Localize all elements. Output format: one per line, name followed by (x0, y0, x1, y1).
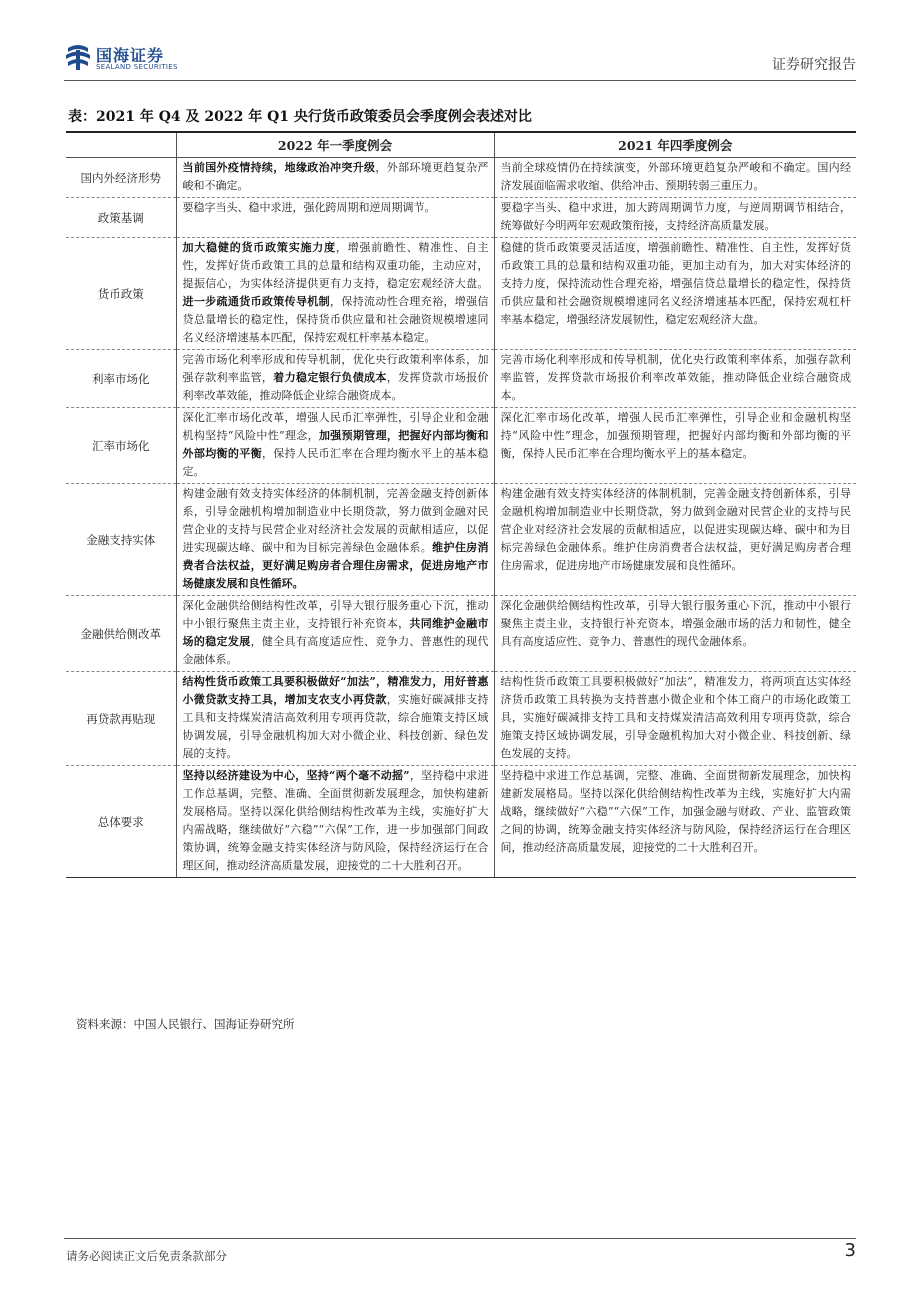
cell-2021-q4 (494, 350, 856, 408)
cell-2022-q1 (176, 198, 494, 238)
row-topic: 总体要求 (66, 766, 176, 878)
cell-2021-q4 (494, 408, 856, 484)
cell-2022-q1 (176, 672, 494, 766)
row-topic: 利率市场化 (66, 350, 176, 408)
text-segment: 深化汇率市场化改革，增强人民币汇率弹性，引导企业和金融机构坚持“风险中性”理念，加强预期管理，把握好内部均衡和外部均衡的平衡，保持人民币汇率在合理均衡水平上的基本稳定。 (500, 411, 851, 460)
highlighted-text: 加强预期管理，把握好内部均衡和外部均衡的平衡 (182, 429, 489, 460)
text-segment: 要稳字当头、稳中求进，强化跨周期和逆周期调节。 (182, 201, 436, 214)
source-note: 资料来源：中国人民银行、国海证券研究所 (76, 1017, 295, 1031)
text-segment: 稳健的货币政策要灵活适度，增强前瞻性、精准性、自主性，发挥好货币政策工具的总量和结构双重功能，更加主动有为，加大对实体经济的支持力度，保持流动性合理充裕，增强信贷总量增长的稳定性，保持货币供应量和社会融资规模增速同名义经济增速基本匹配，保持宏观杠杆率基本稳定，增强经济发展韧性，稳定宏观经济大盘。 (500, 241, 851, 326)
text-segment: 当前全球疫情仍在持续演变，外部环境更趋复杂严峻和不确定。国内经济发展面临需求收缩、供给冲击、预期转弱三重压力。 (500, 161, 851, 192)
logo-text-cn: 国海证券 (96, 46, 165, 65)
cell-2022-q1 (176, 596, 494, 672)
table-row (66, 198, 856, 238)
cell-2022-q1 (176, 766, 494, 878)
header-divider (64, 80, 856, 81)
row-topic: 再贷款再贴现 (66, 672, 176, 766)
table-title: 表：2021 年 Q4 及 2022 年 Q1 央行货币政策委员会季度例会表述对比 (68, 109, 532, 125)
text-segment: ，健全具有高度适应性、竞争力、普惠性的现代金融体系。 (182, 635, 489, 666)
highlighted-text: 维护住房消费者合法权益，更好满足购房者合理住房需求，促进房地产市场健康发展和良性循环。 (182, 541, 489, 590)
page-number: 3 (844, 1240, 856, 1261)
text-segment: ，增强前瞻性、精准性、自主性，发挥好货币政策工具的总量和结构双重功能，主动应对，提振信心，为实体经济提供更有力支持，稳定宏观经济大盘。 (182, 241, 489, 290)
comparison-table (66, 131, 856, 878)
text-segment: 坚持稳中求进工作总基调，完整、准确、全面贯彻新发展理念，加快构建新发展格局。坚持以深化供给侧结构性改革为主线，实施好扩大内需战略，继续做好“六稳”“六保”工作，加强金融与财政、产业、监管政策之间的协调，统筹金融支持实体经济与防风险，保持经济运行在合理区间，推动经济高质量发展，迎接党的二十大胜利召开。 (500, 769, 851, 854)
row-topic: 金融支持实体 (66, 484, 176, 596)
cell-2021-q4 (494, 484, 856, 596)
text-segment: 结构性货币政策工具要积极做好“加法”，精准发力，将两项直达实体经济货币政策工具转换为支持普惠小微企业和个体工商户的市场化政策工具，实施好碳减排支持工具和支持煤炭清洁高效利用专项再贷款，综合施策支持区域协调发展，引导金融机构加大对小微企业、科技创新、绿色发展的支持。 (500, 675, 851, 760)
table-row (66, 484, 856, 596)
table-row (66, 672, 856, 766)
row-topic: 货币政策 (66, 238, 176, 350)
text-segment: 要稳字当头、稳中求进，加大跨周期调节力度，与逆周期调节相结合，统筹做好今明两年宏观政策衔接，支持经济高质量发展。 (500, 201, 851, 232)
table-row (66, 596, 856, 672)
text-segment: 完善市场化利率形成和传导机制，优化央行政策利率体系，加强存款利率监管， (182, 353, 489, 384)
cell-2021-q4 (494, 238, 856, 350)
cell-2021-q4 (494, 596, 856, 672)
table-row (66, 408, 856, 484)
cell-2021-q4 (494, 158, 856, 198)
footer-divider (64, 1238, 856, 1239)
logo-text-en: SEALAND SECURITIES (96, 63, 178, 71)
text-segment: ，外部环境更趋复杂严峻和不确定。 (182, 161, 489, 192)
header-2022-q1: 2022 年一季度例会 (176, 132, 494, 158)
page-header (64, 40, 856, 78)
footer-disclaimer: 请务必阅读正文后免责条款部分 (66, 1249, 227, 1263)
highlighted-text: 进一步疏通货币政策传导机制 (182, 295, 330, 308)
company-logo (64, 42, 264, 76)
highlighted-text: 加大稳健的货币政策实施力度 (182, 241, 336, 254)
row-topic: 金融供给侧改革 (66, 596, 176, 672)
cell-2021-q4 (494, 672, 856, 766)
text-segment: 深化金融供给侧结构性改革，引导大银行服务重心下沉，推动中小银行聚焦主责主业，支持银行补充资本， (182, 599, 489, 630)
text-segment: ，坚持稳中求进工作总基调，完整、准确、全面贯彻新发展理念，加快构建新发展格局。坚持以深化供给侧结构性改革为主线，实施好扩大内需战略，继续做好“六稳”“六保”工作，进一步加强部门间政策协调，统筹金融支持实体经济与防风险，保持经济运行在合理区间，推动经济高质量发展，迎接党的二十大胜利召开。 (182, 769, 489, 872)
row-topic: 政策基调 (66, 198, 176, 238)
text-segment: ，实施好碳减排支持工具和支持煤炭清洁高效利用专项再贷款，综合施策支持区域协调发展，引导金融机构加大对小微企业、科技创新、绿色发展的支持。 (182, 693, 489, 760)
highlighted-text: 着力稳定银行负债成本 (273, 371, 387, 384)
table-row (66, 158, 856, 198)
highlighted-text: 当前国外疫情持续，地缘政治冲突升级 (182, 161, 376, 174)
text-segment: 深化金融供给侧结构性改革，引导大银行服务重心下沉，推动中小银行聚焦主责主业，支持银行补充资本，增强金融市场的活力和韧性，健全具有高度适应性、竞争力、普惠性的现代金融体系。 (500, 599, 851, 648)
comparison-table-container (66, 131, 856, 878)
cell-2021-q4 (494, 766, 856, 878)
text-segment: ，发挥贷款市场报价利率改革效能，推动降低企业综合融资成本。 (182, 371, 489, 402)
cell-2021-q4 (494, 198, 856, 238)
text-segment: ，保持流动性合理充裕，增强信贷总量增长的稳定性，保持货币供应量和社会融资规模增速同名义经济增速基本匹配，保持宏观杠杆率基本稳定。 (182, 295, 489, 344)
table-row (66, 766, 856, 878)
text-segment: 深化汇率市场化改革，增强人民币汇率弹性，引导企业和金融机构坚持“风险中性”理念， (182, 411, 489, 442)
cell-2022-q1 (176, 158, 494, 198)
table-row (66, 238, 856, 350)
text-segment: ，保持人民币汇率在合理均衡水平上的基本稳定。 (182, 447, 489, 478)
table-header-row (66, 132, 856, 158)
highlighted-text: 坚持以经济建设为中心，坚持“两个毫不动摇” (182, 769, 410, 782)
header-2021-q4: 2021 年四季度例会 (494, 132, 856, 158)
cell-2022-q1 (176, 238, 494, 350)
cell-2022-q1 (176, 350, 494, 408)
text-segment: 完善市场化利率形成和传导机制，优化央行政策利率体系，加强存款利率监管，发挥贷款市场报价利率改革效能，推动降低企业综合融资成本。 (500, 353, 851, 402)
cell-2022-q1 (176, 408, 494, 484)
highlighted-text: 结构性货币政策工具要积极做好“加法”，精准发力，用好普惠小微贷款支持工具，增加支农支小再贷款 (182, 675, 489, 706)
header-topic (66, 132, 176, 158)
highlighted-text: 共同维护金融市场的稳定发展 (182, 617, 489, 648)
row-topic: 国内外经济形势 (66, 158, 176, 198)
text-segment: 构建金融有效支持实体经济的体制机制，完善金融支持创新体系，引导金融机构增加制造业中长期贷款，努力做到金融对民营企业的支持与民营企业对经济社会发展的贡献相适应，以促进实现碳达峰、碳中和为目标完善绿色金融体系。 (182, 487, 489, 554)
sealand-logo-icon (64, 42, 92, 72)
table-row (66, 350, 856, 408)
table-body (66, 158, 856, 878)
row-topic: 汇率市场化 (66, 408, 176, 484)
report-type-label: 证券研究报告 (772, 57, 856, 73)
text-segment: 构建金融有效支持实体经济的体制机制，完善金融支持创新体系，引导金融机构增加制造业中长期贷款，努力做到金融对民营企业的支持与民营企业对经济社会发展的贡献相适应，以促进实现碳达峰、碳中和为目标完善绿色金融体系。维护住房消费者合法权益，更好满足购房者合理住房需求，促进房地产市场健康发展和良性循环。 (500, 487, 851, 572)
cell-2022-q1 (176, 484, 494, 596)
